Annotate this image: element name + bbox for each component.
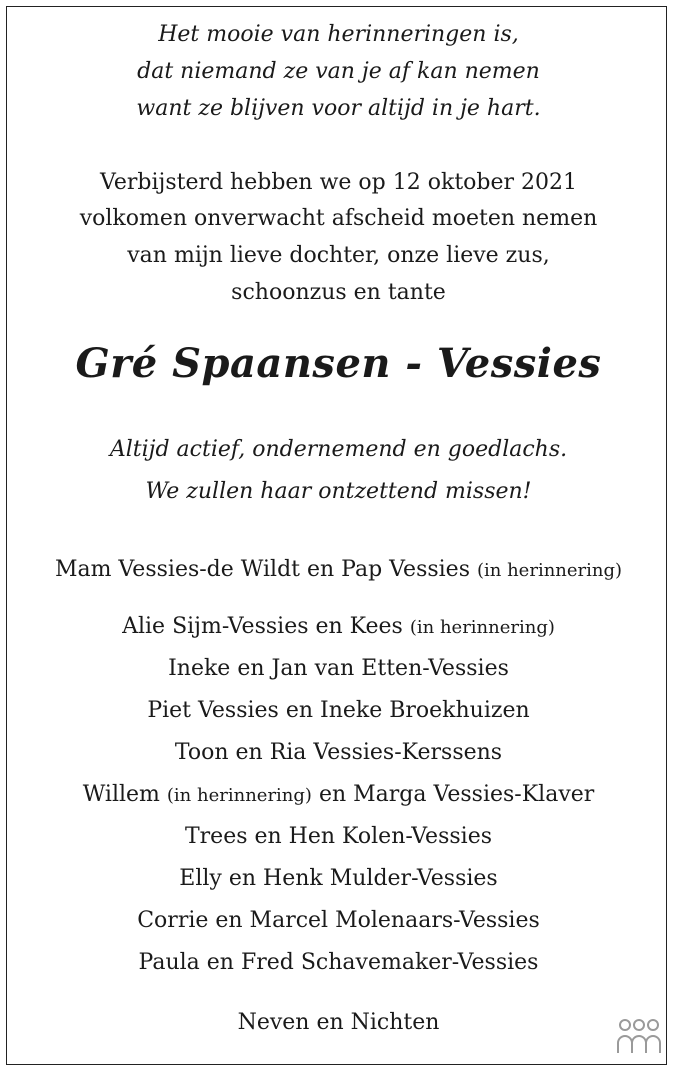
- people-group-icon: [615, 1017, 663, 1057]
- announcement-line: Verbijsterd hebben we op 12 oktober 2021: [99, 170, 578, 195]
- poem-line: dat niemand ze van je af kan nemen: [137, 59, 540, 84]
- parents-names: Mam Vessies-de Wildt en Pap Vessies: [54, 557, 470, 582]
- family-line: Ineke en Jan van Etten-Vessies: [168, 656, 509, 681]
- family-names: Willem: [82, 782, 160, 807]
- family-line: Corrie en Marcel Molenaars-Vessies: [137, 908, 540, 933]
- card-border: [6, 6, 667, 1065]
- announcement-line: schoonzus en tante: [231, 280, 446, 305]
- tribute-line: Altijd actief, ondernemend en goedlachs.: [109, 437, 568, 462]
- family-line: [8, 614, 669, 639]
- tribute-line: We zullen haar ontzettend missen!: [145, 479, 532, 504]
- in-memory-note: (in herinnering): [409, 617, 555, 638]
- announcement-line: volkomen onverwacht afscheid moeten nemen: [79, 206, 598, 231]
- parents-line: [8, 557, 669, 582]
- family-names: en Marga Vessies-Klaver: [318, 782, 595, 807]
- in-memory-note: (in herinnering): [166, 785, 312, 806]
- announcement-line: van mijn lieve dochter, onze lieve zus,: [127, 243, 550, 268]
- family-line: [8, 782, 669, 807]
- deceased-name: Gré Spaansen - Vessies: [75, 340, 602, 387]
- poem-line: Het mooie van herinneringen is,: [158, 22, 519, 47]
- family-line: Elly en Henk Mulder-Vessies: [179, 866, 498, 891]
- family-line: Toon en Ria Vessies-Kerssens: [174, 740, 503, 765]
- in-memory-note: (in herinnering): [477, 560, 623, 581]
- poem-line: want ze blijven voor altijd in je hart.: [136, 96, 541, 121]
- family-line: Piet Vessies en Ineke Broekhuizen: [147, 698, 530, 723]
- closing-line: Neven en Nichten: [237, 1010, 440, 1035]
- family-names: Alie Sijm-Vessies en Kees: [122, 614, 403, 639]
- family-line: Trees en Hen Kolen-Vessies: [184, 824, 493, 849]
- family-line: Paula en Fred Schavemaker-Vessies: [138, 950, 539, 975]
